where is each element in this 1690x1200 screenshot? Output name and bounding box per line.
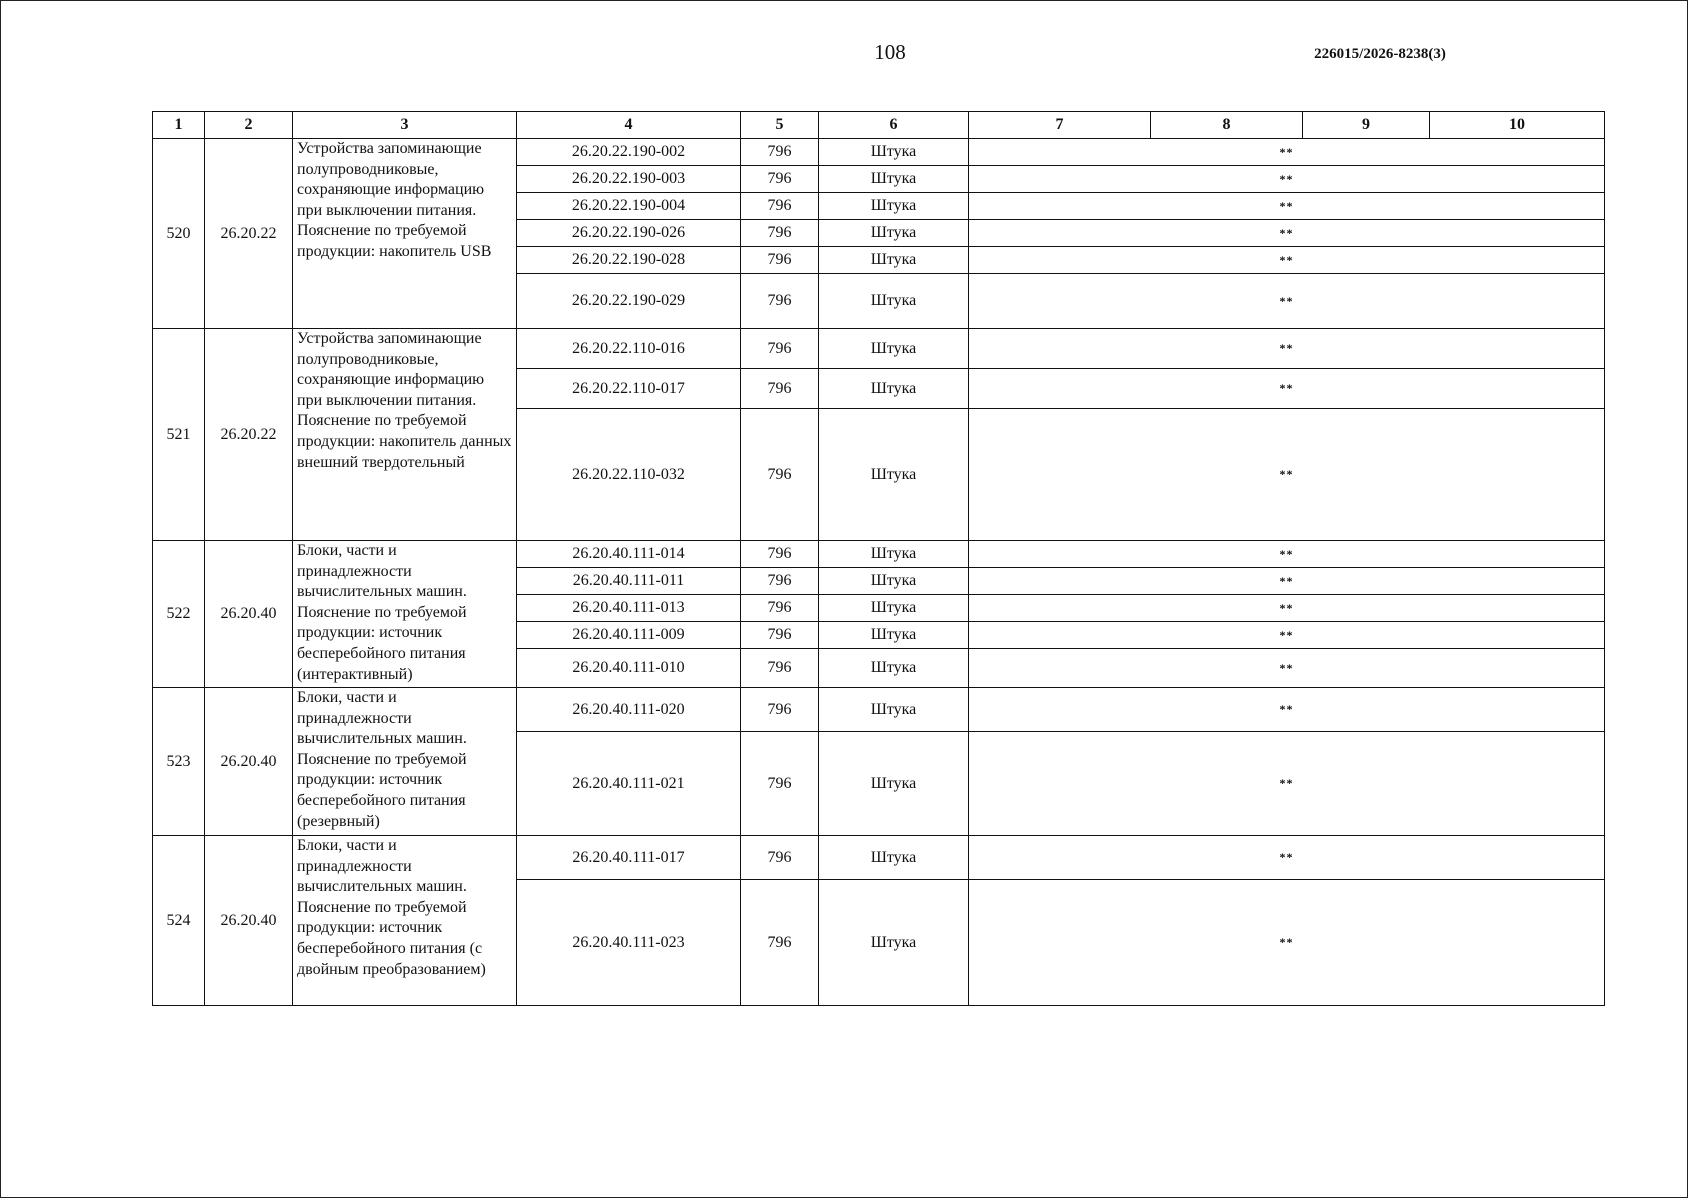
okei-code: 796 [741, 247, 819, 274]
ktru-code: 26.20.40.111-020 [517, 688, 741, 732]
footnote-mark: ** [969, 139, 1605, 166]
okei-code: 796 [741, 688, 819, 732]
column-header: 10 [1430, 112, 1605, 139]
footnote-mark: ** [969, 220, 1605, 247]
footnote-mark: ** [969, 732, 1605, 836]
column-header: 2 [205, 112, 293, 139]
row-number: 522 [153, 541, 205, 688]
unit-name: Штука [819, 166, 969, 193]
table-row [153, 688, 1605, 732]
okpd-code: 26.20.40 [205, 541, 293, 688]
footnote-mark: ** [969, 836, 1605, 880]
ktru-code: 26.20.40.111-010 [517, 649, 741, 688]
ktru-code: 26.20.40.111-021 [517, 732, 741, 836]
unit-name: Штука [819, 568, 969, 595]
ktru-code: 26.20.40.111-009 [517, 622, 741, 649]
okpd-code: 26.20.40 [205, 688, 293, 836]
okei-code: 796 [741, 274, 819, 329]
unit-name: Штука [819, 836, 969, 880]
footnote-mark: ** [969, 595, 1605, 622]
ktru-code: 26.20.22.110-032 [517, 409, 741, 541]
column-header: 3 [293, 112, 517, 139]
footnote-mark: ** [969, 622, 1605, 649]
footnote-mark: ** [969, 409, 1605, 541]
ktru-code: 26.20.22.190-029 [517, 274, 741, 329]
product-description: Устройства запоминающие полупроводниковые, сохраняющие информацию при выключении питания. Пояснение по требуемой продукции: накопитель USB [293, 139, 517, 329]
unit-name: Штука [819, 329, 969, 369]
footnote-mark: ** [969, 329, 1605, 369]
unit-name: Штука [819, 622, 969, 649]
okei-code: 796 [741, 732, 819, 836]
column-header: 9 [1303, 112, 1430, 139]
table-row [153, 329, 1605, 369]
unit-name: Штука [819, 595, 969, 622]
column-header: 7 [969, 112, 1151, 139]
unit-name: Штука [819, 139, 969, 166]
unit-name: Штука [819, 409, 969, 541]
unit-name: Штука [819, 688, 969, 732]
header-row [153, 112, 1605, 139]
okei-code: 796 [741, 369, 819, 409]
ktru-code: 26.20.22.190-026 [517, 220, 741, 247]
product-description: Блоки, части и принадлежности вычислительных машин. Пояснение по требуемой продукции: источник бесперебойного питания (резервный) [293, 688, 517, 836]
column-header: 1 [153, 112, 205, 139]
okei-code: 796 [741, 622, 819, 649]
row-number: 524 [153, 836, 205, 1006]
ktru-code: 26.20.40.111-023 [517, 880, 741, 1006]
row-number: 523 [153, 688, 205, 836]
document-code: 226015/2026-8238(3) [1314, 46, 1446, 62]
unit-name: Штука [819, 649, 969, 688]
ktru-code: 26.20.22.190-028 [517, 247, 741, 274]
okei-code: 796 [741, 139, 819, 166]
ktru-code: 26.20.22.190-003 [517, 166, 741, 193]
unit-name: Штука [819, 247, 969, 274]
okei-code: 796 [741, 541, 819, 568]
footnote-mark: ** [969, 688, 1605, 732]
footnote-mark: ** [969, 369, 1605, 409]
row-number: 520 [153, 139, 205, 329]
unit-name: Штука [819, 369, 969, 409]
footnote-mark: ** [969, 193, 1605, 220]
ktru-code: 26.20.40.111-013 [517, 595, 741, 622]
ktru-code: 26.20.40.111-011 [517, 568, 741, 595]
unit-name: Штука [819, 274, 969, 329]
okei-code: 796 [741, 329, 819, 369]
table-row [153, 541, 1605, 568]
page-number: 108 [874, 40, 906, 64]
row-number: 521 [153, 329, 205, 541]
product-description: Блоки, части и принадлежности вычислительных машин. Пояснение по требуемой продукции: источник бесперебойного питания (интерактивный) [293, 541, 517, 688]
table-body [153, 139, 1605, 1006]
footnote-mark: ** [969, 166, 1605, 193]
ktru-code: 26.20.22.110-017 [517, 369, 741, 409]
footnote-mark: ** [969, 541, 1605, 568]
okpd-code: 26.20.22 [205, 139, 293, 329]
column-header: 8 [1151, 112, 1303, 139]
ktru-code: 26.20.40.111-014 [517, 541, 741, 568]
okei-code: 796 [741, 220, 819, 247]
footnote-mark: ** [969, 880, 1605, 1006]
unit-name: Штука [819, 732, 969, 836]
footnote-mark: ** [969, 568, 1605, 595]
okei-code: 796 [741, 595, 819, 622]
product-description: Устройства запоминающие полупроводниковые, сохраняющие информацию при выключении питания. Пояснение по требуемой продукции: накопитель данных внешний твердотельный [293, 329, 517, 541]
column-header: 4 [517, 112, 741, 139]
column-header: 5 [741, 112, 819, 139]
table-row [153, 836, 1605, 880]
unit-name: Штука [819, 541, 969, 568]
unit-name: Штука [819, 193, 969, 220]
unit-name: Штука [819, 220, 969, 247]
okei-code: 796 [741, 880, 819, 1006]
footnote-mark: ** [969, 247, 1605, 274]
okpd-code: 26.20.40 [205, 836, 293, 1006]
product-description: Блоки, части и принадлежности вычислительных машин. Пояснение по требуемой продукции: источник бесперебойного питания (с двойным преобразованием) [293, 836, 517, 1006]
okei-code: 796 [741, 568, 819, 595]
okei-code: 796 [741, 193, 819, 220]
ktru-code: 26.20.22.190-002 [517, 139, 741, 166]
ktru-code: 26.20.22.110-016 [517, 329, 741, 369]
okei-code: 796 [741, 649, 819, 688]
okei-code: 796 [741, 836, 819, 880]
ktru-code: 26.20.40.111-017 [517, 836, 741, 880]
unit-name: Штука [819, 880, 969, 1006]
ktru-code: 26.20.22.190-004 [517, 193, 741, 220]
okei-code: 796 [741, 166, 819, 193]
footnote-mark: ** [969, 649, 1605, 688]
okei-code: 796 [741, 409, 819, 541]
footnote-mark: ** [969, 274, 1605, 329]
okpd-code: 26.20.22 [205, 329, 293, 541]
products-table [152, 111, 1605, 1006]
column-header: 6 [819, 112, 969, 139]
table-row [153, 139, 1605, 166]
